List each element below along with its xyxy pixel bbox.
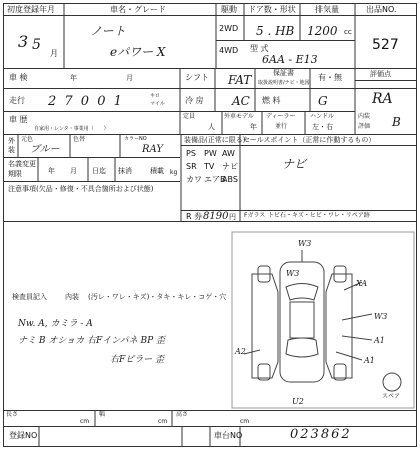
drive-2wd: 2WD [219,24,239,33]
damage-mark: A2 [235,347,246,356]
drive-4wd: 4WD [219,46,239,55]
handle-label: ハンドル [310,113,335,120]
notes-label: 注意事項(欠品・修復・不具合箇所および状態) [8,185,154,193]
cc-label: cc [344,28,352,36]
equipment-item: カワ [186,175,202,184]
fuel-label: 燃 料 [262,96,281,105]
equipment-item: AW [222,149,235,158]
equipment-item: エアB [204,175,226,184]
fuel-value: G [318,94,328,108]
interior-label: 内装 [358,113,371,120]
equipment-item: PS [186,149,196,158]
damage-mark: W3 [298,239,312,248]
reg-no-label: 登録NO [9,431,38,440]
interior-sub: 評価 [358,123,371,130]
sales-point-value: ナビ [282,157,307,171]
first-reg-label: 初度登録年月 [7,5,55,14]
reg-year: 3 [18,32,29,51]
damage-mark: W3 [286,269,300,278]
eval-label: 評価点 [370,70,391,78]
exterior-label: 外 [8,137,15,145]
eval-value: RA [372,91,393,107]
model-label: 型 式 [250,44,269,53]
length-label: 長さ [6,411,19,418]
inspection-year-char: 年 [70,74,77,82]
odometer-label: R 券 [186,212,203,221]
handle-options: 左・右 [312,123,333,131]
inspector-interior-label: 内装 [65,293,79,301]
reg-month: 5 [32,37,41,53]
displacement-label: 排気量 [315,5,339,14]
equipment-item: PW [204,149,217,158]
transfer-tax: 積載 [150,167,164,175]
width-label: 幅 [99,411,106,418]
lot-value: 527 [372,37,399,53]
sales-point-title: セールスポイント（正常に作動するもの） [243,136,376,144]
exterior-label2: 装 [8,146,15,154]
equipment-item: ナビ [222,162,238,171]
glass-label: Fガラス [244,212,266,219]
mileage-unit: キロ [150,93,161,99]
equipment-grid [186,150,238,184]
spare-label: スペア [382,393,401,400]
capacity-unit: 人 [208,123,215,131]
inspector-label: 検査員記入 [12,293,47,301]
mileage-unit2: マイル [150,101,165,107]
chassis-label: 車台NO [214,431,243,440]
damage-mark: U2 [292,397,304,406]
color-no-label: 色替 [73,136,86,143]
transfer-month: 月 [70,167,77,175]
equipment-title: 装備品(正常に限る) [184,136,246,144]
import-label: 外車モデル [224,113,254,120]
import-unit: 年 [250,123,257,131]
warranty-sub: 取扱説明書/ナビ・地図 [258,80,310,86]
transfer-day: 日迄 [92,167,106,175]
transfer-kg: kg [170,169,178,176]
damage-mark: W3 [374,312,388,321]
dealer-label: ディーラー [266,113,296,120]
color-code: RAY [142,144,163,155]
mileage-label: 走行 [9,96,25,105]
history-label: 車 歴 [9,115,28,124]
damage-mark: A1 [374,336,385,345]
drive-label: 駆動 [221,5,237,14]
ac-label: 冷 房 [185,96,204,105]
car-grade: eパワー X [110,45,166,59]
color-label: 元色 [21,136,34,143]
height-label: 高さ [176,411,189,418]
inspector-line2: ナミ B オショカ 右Fインパネ BP 歪 [18,336,166,346]
name-grade-label: 車名・グレード [110,5,166,14]
chassis-value: 023862 [290,427,352,442]
damage-mark: XA [356,279,368,288]
odometer-value: 8190 [203,211,229,222]
odometer-unit: 円 [229,213,236,221]
color-value: ブルー [30,144,60,155]
damage-mark: A1 [364,356,375,365]
glass-options: トビ石・キズ・ヒビ・ワレ・リペア跡 [268,212,370,219]
transfer-year: 年 [48,167,55,175]
door-shape-label: ドア数・形状 [248,5,296,14]
warranty-label: 保証書 [273,69,294,77]
warranty-options: 有・無 [318,73,342,82]
inspection-label: 車 検 [9,73,28,82]
equipment-item: ABS [222,175,238,184]
displacement-value: 1200 [307,24,338,38]
equipment-item: TV [204,162,215,171]
color-no-label2: カラーNO [124,136,147,142]
interior-value: B [392,115,401,129]
transfer-label2: 期限 [8,170,22,178]
inspection-month-char: 月 [126,74,133,82]
transfer-label: 名義変更 [8,160,36,168]
inspector-line1: Nw. A, カミラ - A [18,319,93,329]
model-value: 6AA - E13 [262,53,318,66]
height-cm: cm [240,418,250,425]
door-value: 5 . HB [256,24,295,38]
car-name: ノート [90,24,126,38]
capacity-label: 定員 [183,113,196,120]
history-sub: 自家用・レンタ・事業用（ ） [34,126,109,132]
inspector-options: (汚レ・ワレ・キズ)・タキ・キレ・コゲ・穴 [88,293,227,301]
length-cm: cm [80,418,90,425]
equipment-item: SR [186,162,197,171]
mileage-value: 2 7 0 0 1 [48,94,124,109]
width-cm: cm [158,418,168,425]
lot-label: 出品NO. [366,5,397,14]
month-char: 月 [50,49,58,58]
shift-value: FAT [228,73,252,87]
dealer-sub: 並行 [275,123,288,130]
inspector-line3: 右Fピラー 歪 [110,355,165,365]
ac-value: AC [232,94,250,108]
shift-label: シフト [185,73,209,82]
transfer-refine: 抹消 [118,167,132,175]
